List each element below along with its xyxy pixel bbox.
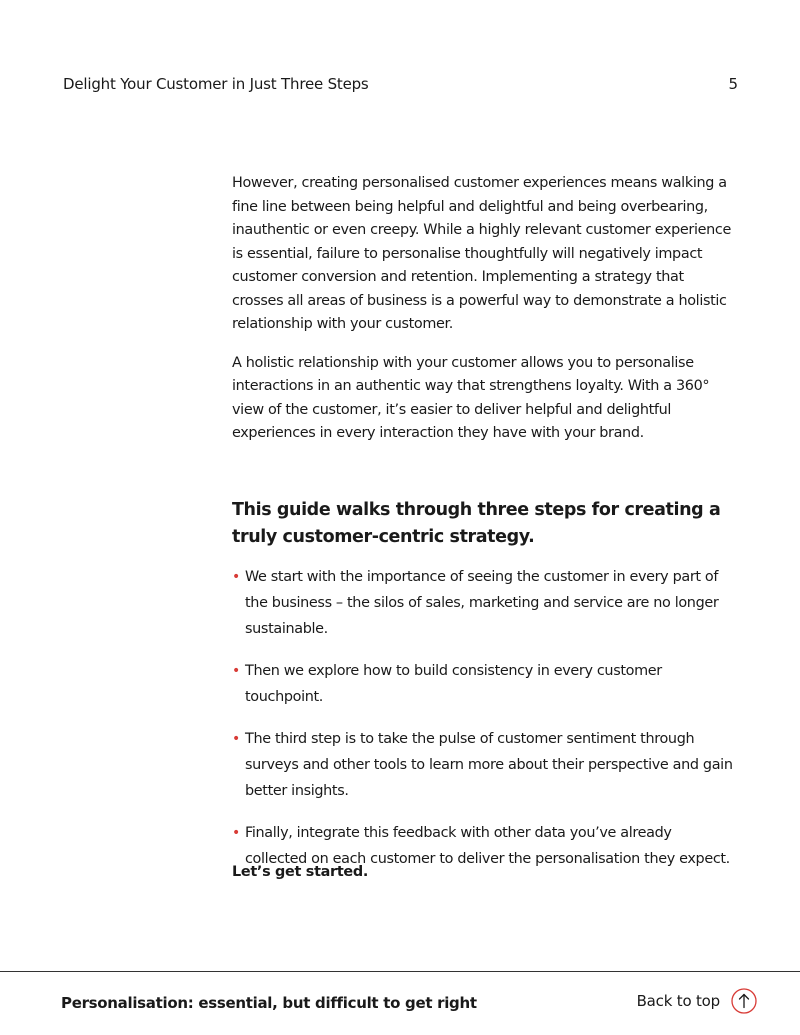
list-item-text: The third step is to take the pulse of customer sentiment through surveys and other tools to learn more about their perspective and gain better insights.	[245, 731, 733, 799]
back-to-top-label: Back to top	[636, 992, 720, 1010]
list-item	[232, 726, 737, 804]
list-item-text: Then we explore how to build consistency in every customer touchpoint.	[245, 663, 662, 705]
guide-heading: This guide walks through three steps for creating a truly customer-centric strategy.	[232, 500, 721, 547]
bullet-icon: •	[232, 569, 240, 585]
steps-list	[232, 564, 737, 888]
page-number: 5	[728, 75, 738, 93]
up-arrow-icon	[731, 988, 757, 1014]
bullet-icon: •	[232, 825, 240, 841]
back-to-top-link[interactable]	[637, 988, 757, 1014]
list-item-text: Finally, integrate this feedback with other data you’ve already collected on each customer to deliver the personalisation they expect.	[245, 825, 730, 867]
main-content	[232, 172, 737, 880]
list-item	[232, 564, 737, 642]
list-item-text: We start with the importance of seeing the customer in every part of the business – the silos of sales, marketing and service are no longer sustainable.	[245, 569, 719, 637]
body-paragraph: A holistic relationship with your customer allows you to personalise interactions in an authentic way that strengthens loyalty. With a 360° view of the customer, it’s easier to deliver helpful and delightful experiences in every interaction they have with your brand.	[232, 354, 710, 441]
footer-divider	[0, 971, 800, 972]
bullet-icon: •	[232, 731, 240, 747]
page-header-title: Delight Your Customer in Just Three Steps	[63, 75, 369, 93]
list-item	[232, 658, 737, 710]
body-paragraph: However, creating personalised customer experiences means walking a fine line between being helpful and delightful and being overbearing, inauthentic or even creepy. While a highly relevant customer experience is essential, failure to personalise thoughtfully will negatively impact customer conversion and retention. Implementing a strategy that crosses all areas of business is a powerful way to demonstrate a holistic relationship with your customer.	[232, 175, 731, 332]
closing-line: Let’s get started.	[232, 864, 369, 880]
footer-section-title: Personalisation: essential, but difficult to get right	[61, 994, 477, 1012]
bullet-icon: •	[232, 663, 240, 679]
